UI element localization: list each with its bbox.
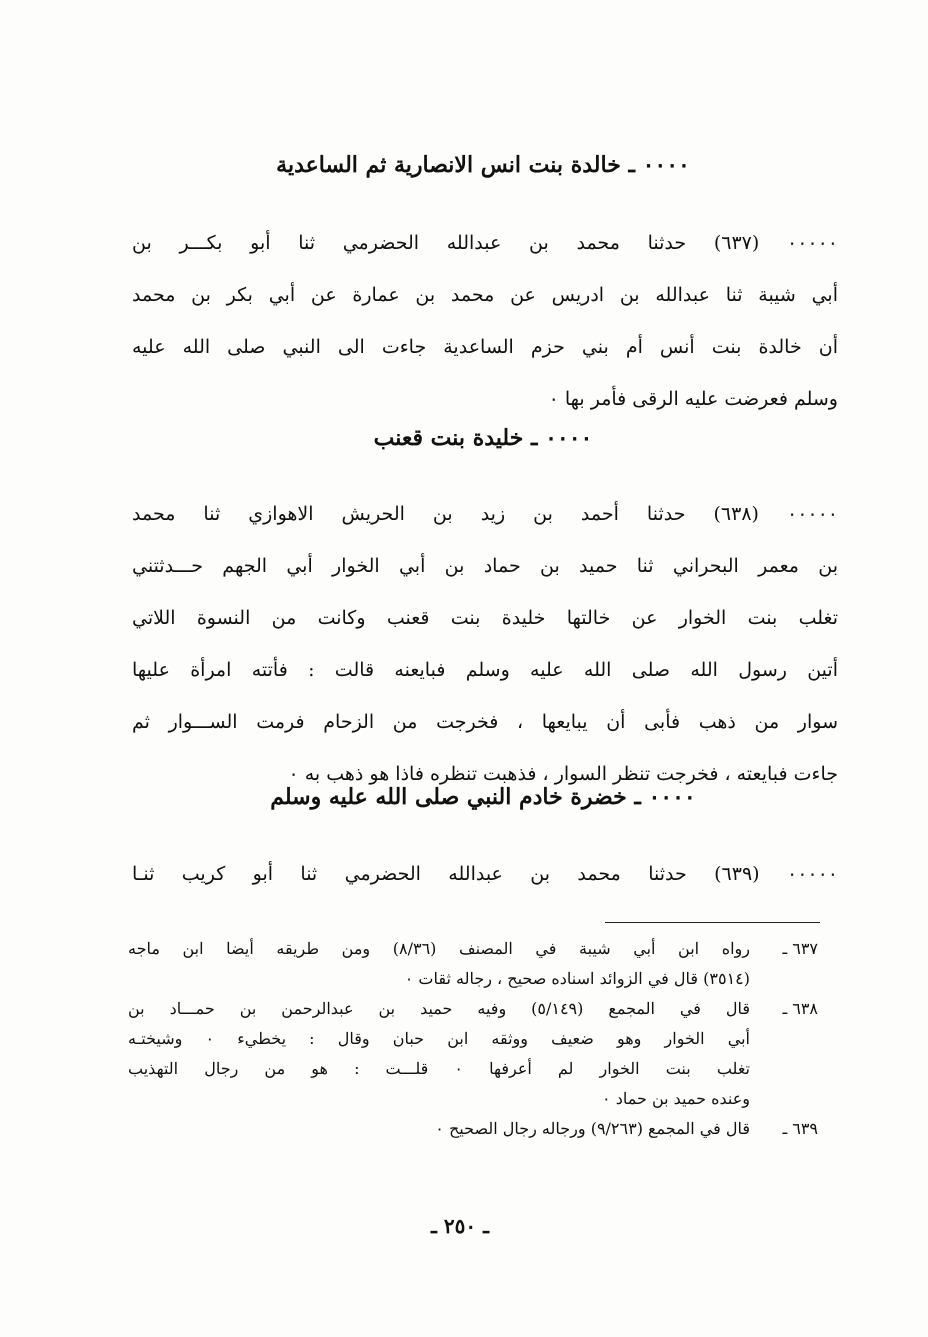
- footnote-line: (٣٥١٤) قال في الزوائد اسناده صحيح ، رجاله ثقات ٠: [404, 969, 750, 988]
- entry-paragraph-khulayda: [132, 488, 838, 800]
- footnote-number: ٦٣٧ ـ: [782, 939, 818, 958]
- text-line: وسلم فعرضت عليه الرقى فأمر بها ٠: [548, 388, 838, 410]
- footnote-638: [128, 994, 818, 1114]
- footnote-line: قال في المجمع (٩/٢٦٣) ورجاله رجال الصحيح ٠: [435, 1119, 750, 1138]
- footnote-number: ٦٣٨ ـ: [782, 999, 818, 1018]
- text-line: ٠٠٠٠٠ (٦٣٨) حدثنا أحمد بن زيد بن الحريش الاهوازي ثنا محمد: [132, 503, 838, 525]
- footnote-line: وعنده حميد بن حماد ٠: [602, 1089, 750, 1108]
- footnote-separator: [605, 922, 820, 923]
- footnote-line: أبي الخوار وهو ضعيف ووثقه ابن حبان وقال : يخطيء ٠ وشيختـه: [128, 1029, 750, 1048]
- text-line: أبي شيبة ثنا عبدالله بن ادريس عن محمد بن عمارة عن أبي بكر بن محمد: [132, 284, 838, 306]
- text-line: ٠٠٠٠٠ (٦٣٩) حدثنا محمد بن عبدالله الحضرمي ثنا أبو كريب ثنـا: [132, 863, 838, 885]
- footnote-639: [128, 1114, 818, 1144]
- footnotes: [128, 934, 818, 1144]
- page-number: ـ ٢٥٠ ـ: [431, 1214, 489, 1238]
- entry-heading-khalida: ٠٠٠٠ ـ خالدة بنت انس الانصارية ثم الساعدية: [276, 152, 690, 178]
- entry-heading-khadra: ٠٠٠٠ ـ خضرة خادم النبي صلى الله عليه وسلم: [270, 784, 696, 810]
- text-line: تغلب بنت الخوار عن خالتها خليدة بنت قعنب وكانت من النسوة اللاتي: [132, 607, 838, 629]
- text-line: بن معمر البحراني ثنا حميد بن حماد بن أبي الخوار أبي الجهم حـــدثتني: [132, 555, 838, 577]
- footnote-637: [128, 934, 818, 994]
- text-line: أن خالدة بنت أنس أم بني حزم الساعدية جاءت الى النبي صلى الله عليه: [132, 336, 838, 358]
- text-line: جاءت فبايعته ، فخرجت تنظر السوار ، فذهبت تنظره فاذا هو ذهب به ٠: [288, 763, 838, 785]
- text-line: أتين رسول الله صلى الله عليه وسلم فبايعنه قالت : فأتته امرأة عليها: [132, 659, 838, 681]
- text-line: سوار من ذهب فأبى أن يبايعها ، فخرجت من الزحام فرمت الســـوار ثم: [132, 711, 838, 733]
- footnote-number: ٦٣٩ ـ: [782, 1119, 818, 1138]
- entry-paragraph-khalida: [132, 217, 838, 425]
- footnote-line: رواه ابن أبي شيبة في المصنف (٨/٣٦) ومن طريقه أيضا ابن ماجه: [128, 939, 750, 958]
- entry-paragraph-khadra: [132, 848, 838, 900]
- footnote-line: قال في المجمع (٥/١٤٩) وفيه حميد بن عبدالرحمن بن حمـــاد بن: [128, 999, 750, 1018]
- footnote-line: تغلب بنت الخوار لم أعرفها ٠ قلـــت : هو من رجال التهذيب: [128, 1059, 750, 1078]
- text-line: ٠٠٠٠٠ (٦٣٧) حدثنا محمد بن عبدالله الحضرمي ثنا أبو بكـــر بن: [132, 232, 838, 254]
- entry-heading-khulayda: ٠٠٠٠ ـ خليدة بنت قعنب: [373, 425, 593, 451]
